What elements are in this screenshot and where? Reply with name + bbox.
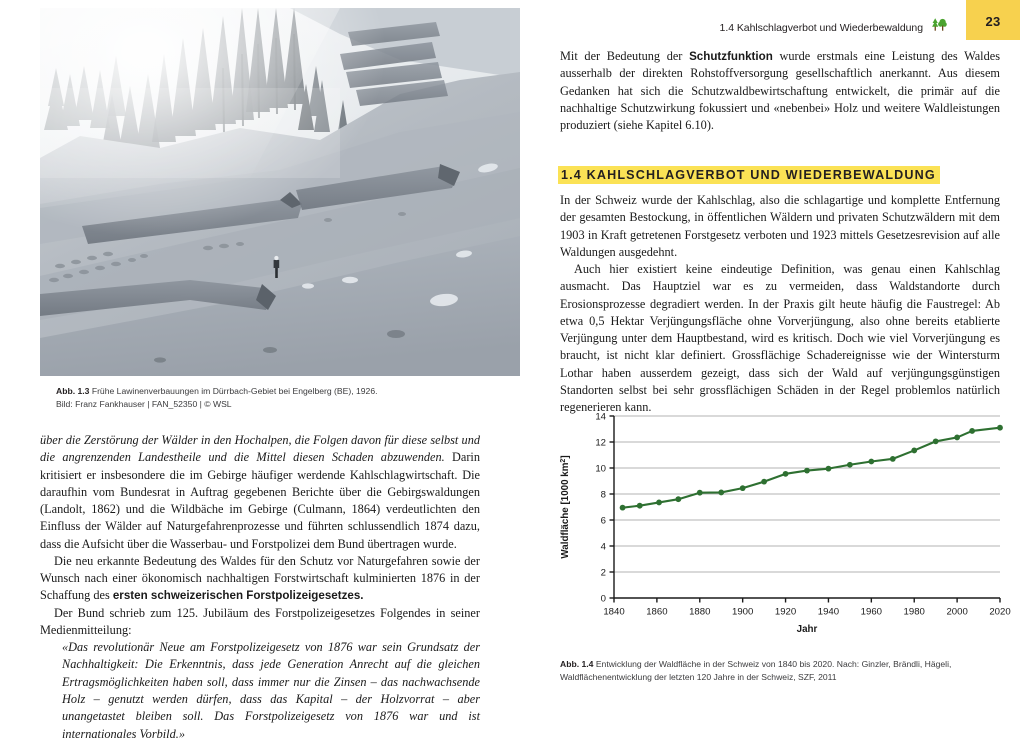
svg-text:12: 12 <box>595 437 606 449</box>
svg-text:2000: 2000 <box>946 606 968 618</box>
svg-text:14: 14 <box>595 411 606 423</box>
svg-text:2: 2 <box>600 567 606 579</box>
right-paragraph-1 <box>560 48 1000 134</box>
chart-caption-label: Abb. 1.4 <box>560 659 594 669</box>
right-column-body-top <box>560 48 1000 134</box>
section-heading-text: 1.4 KAHLSCHLAGVERBOT UND WIEDERBEWALDUNG <box>558 166 940 184</box>
two-trees-icon <box>930 17 948 38</box>
svg-text:8: 8 <box>600 489 606 501</box>
page-number-block <box>966 0 1020 40</box>
svg-text:1900: 1900 <box>731 606 754 618</box>
svg-text:Jahr: Jahr <box>796 624 818 635</box>
waldflaeche-line-chart <box>546 402 1014 648</box>
chart-caption-text: Entwicklung der Waldfläche in der Schweiz von 1840 bis 2020. Nach: Ginzler, Brändli, Hägeli, Waldflächenentwicklung der letzten 120 Jahre in der Schweiz, SZF, 2011 <box>560 659 952 683</box>
left-paragraph-1-rest: Darin kritisiert er insbesondere die im Gebirge häufiger werdende Kahlschlagwirtschaft. Die daraufhin vom Bundesrat in Auftrag gegebenen Berichte über die Gebirgswaldungen (Landolt, 1862) und die Wildbäche im Gebirge (Culmann, 1864) verdeutlichten den Einfluss der Wälder auf Naturgefahrenprozesse und führten schlussendlich 1874 dazu, dass die Aufsicht über die Wasserbau- und Forstpolizei dem Bund übertragen wurde. <box>40 450 480 551</box>
svg-text:4: 4 <box>600 541 606 553</box>
photo-credit: Bild: Franz Fankhauser | FAN_52350 | © WSL <box>56 399 232 410</box>
left-column-body <box>40 432 480 743</box>
svg-text:2020: 2020 <box>989 606 1011 618</box>
right-paragraph-2: In der Schweiz wurde der Kahlschlag, also die schlagartige und komplette Entfernung der gesamten Bestockung, in öffentlichen Wäldern und privaten Schutzwäldern mit dem 1903 in Kraft getretenen Forstgesetz verboten und 1923 mittels Gesetzesrevision auf alle Waldungen ausgedehnt. <box>560 193 1000 259</box>
photo-caption-text: Frühe Lawinenverbauungen im Dürrbach-Gebiet bei Engelberg (BE), 1926. <box>89 386 378 396</box>
running-head <box>720 17 948 38</box>
photo-caption <box>56 385 476 411</box>
svg-text:1940: 1940 <box>817 606 840 618</box>
left-paragraph-2-bold: ersten schweizerischen Forstpolizeigesetzes. <box>112 589 364 603</box>
running-head-text: 1.4 Kahlschlagverbot und Wiederbewaldung <box>719 21 923 34</box>
right-paragraph-1-post: wurde erstmals eine Leistung des Waldes ausserhalb der direkten Rohstoffversorgung gesellschaftlich anerkannt. Aus diesem Gedanken hat sich die Schutzwaldbewirtschaftung entwickelt, die primär auf die nachhaltige Schutzwirkung fokussiert und «nebenbei» Holz und weitere Waldleistungen produziert (siehe Kapitel 6.10). <box>560 49 1000 133</box>
svg-text:1860: 1860 <box>646 606 668 618</box>
left-paragraph-3: Der Bund schrieb zum 125. Jubiläum des Forstpolizeigesetzes Folgendes in seiner Medienmitteilung: <box>40 605 480 637</box>
svg-text:Waldfläche [1000 km2]: Waldfläche [1000 $km^2$] <box>559 455 571 559</box>
left-paragraph-2-pre: Die neu erkannte Bedeutung des Waldes für den Schutz vor Naturgefahren sowie der Wunsch nach einer ökonomisch nachhaltigen Forstwirtschaft kulminierten 1876 in der Schaffung des <box>40 553 480 603</box>
svg-text:1920: 1920 <box>774 606 797 618</box>
svg-text:1960: 1960 <box>860 606 883 618</box>
svg-text:1840: 1840 <box>603 606 625 618</box>
svg-text:6: 6 <box>600 515 606 527</box>
left-paragraph-1 <box>40 432 480 553</box>
left-paragraph-2 <box>40 553 480 605</box>
right-column-body-bottom <box>560 192 1000 416</box>
chart-caption <box>560 658 1000 684</box>
svg-text:10: 10 <box>595 463 606 475</box>
left-paragraph-1-italic: über die Zerstörung der Wälder in den Hochalpen, die Folgen davon für diese selbst und die angrenzenden Landestheile und die Mittel diesen Schaden abzuwenden. <box>40 433 480 465</box>
section-heading <box>558 166 940 184</box>
svg-text:1880: 1880 <box>689 606 711 618</box>
svg-text:0: 0 <box>600 593 606 605</box>
left-blockquote: «Das revolutionär Neue am Forstpolizeigesetz von 1876 war sein Grundsatz der Nachhaltigkeit: Die Erkenntnis, dass jede Generation Anrecht auf die gleichen Ertragsmöglichkeiten haben soll, dass immer nur die Zinsen – das nachwachsende Holz – genutzt werden dürfen, dass das Kapital – der Holzvorrat – aber unangetastet bleiben soll. Das Forstpolizeigesetz von 1876 war und ist internationales Vorbild.» <box>62 640 480 741</box>
right-paragraph-1-pre: Mit der Bedeutung der <box>560 49 690 63</box>
right-paragraph-3: Auch hier existiert keine eindeutige Definition, was genau einen Kahlschlag ausmacht. Das Hauptziel war es zu vermeiden, dass Waldstandorte durch Erosionsprozesse degradiert werden. In der Praxis gilt heute häufig die Faustregel: Ab etwa 0,5 Hektar Verjüngungsfläche ohne Vorverjüngung, also ohne bereits etablierte Verjüngung unter dem Hauptbestand, wird es kritisch. Doch wie viel Vorverjüngung es braucht, ist nicht klar definiert. Grossflächige Schadereignisse wie der Wintersturm Lothar haben ausserdem gezeigt, dass sich der Wald auf verjüngungsgünstigen Standorten selbst bei sehr grossflächigen Schäden in der Regel problemlos natürlich regenerieren kann. <box>560 262 1000 415</box>
page-number: 23 <box>985 14 1001 29</box>
svg-text:1980: 1980 <box>903 606 925 618</box>
photo-caption-label: Abb. 1.3 <box>56 386 90 396</box>
avalanche-barriers-photo <box>40 8 520 376</box>
right-paragraph-1-bold: Schutzfunktion <box>689 50 773 63</box>
